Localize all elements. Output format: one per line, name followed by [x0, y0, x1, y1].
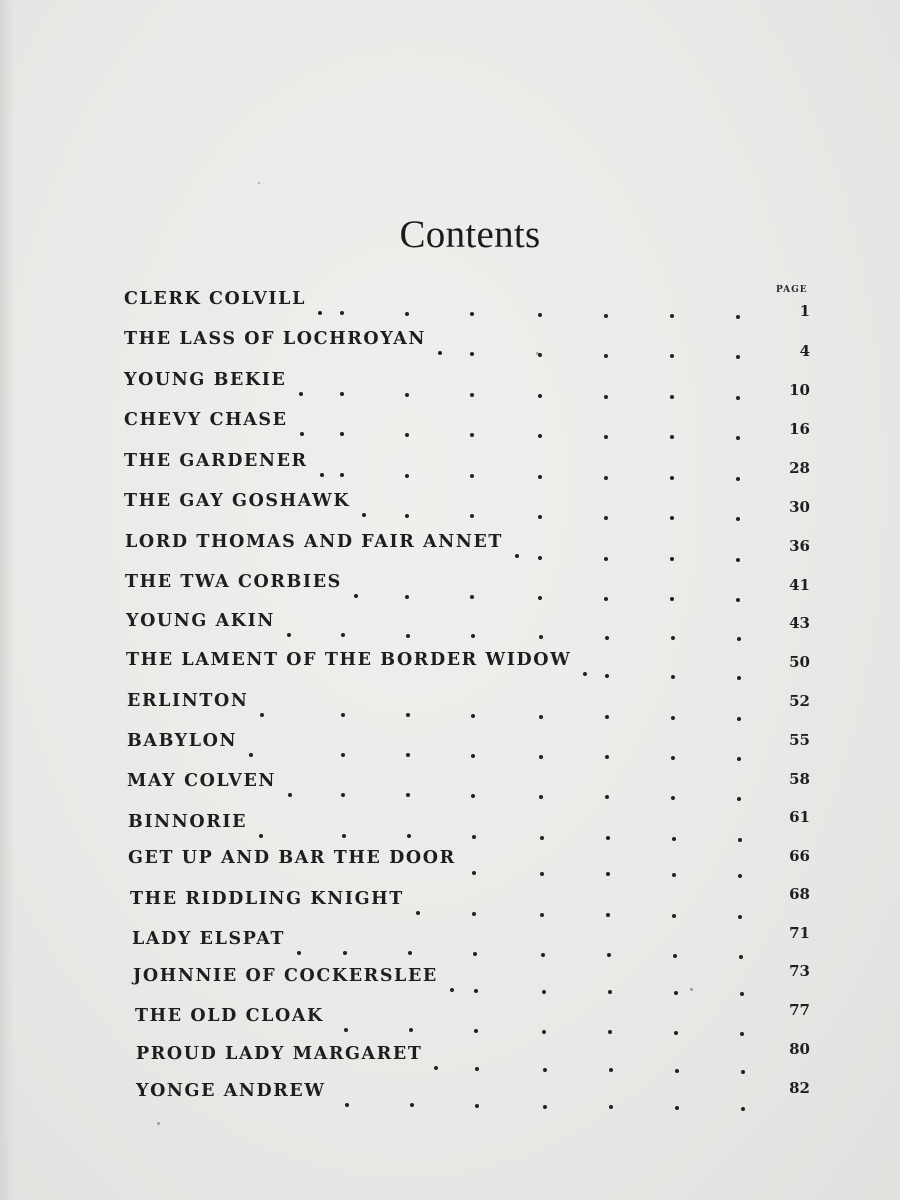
- leader-dot: [343, 951, 347, 955]
- contents-entry: [0, 410, 900, 440]
- contents-entry: [0, 611, 900, 641]
- leader-dot: [416, 911, 420, 915]
- leader-dot: [606, 836, 610, 840]
- paper-speck: [690, 988, 693, 991]
- entry-title: GET UP AND BAR THE DOOR: [128, 848, 456, 868]
- entry-title: MAY COLVEN: [127, 771, 276, 791]
- leader-dot: [450, 988, 454, 992]
- entry-page-number: 43: [789, 614, 810, 632]
- contents-entry: [0, 532, 900, 562]
- leader-dot: [405, 514, 409, 518]
- entry-title: THE LASS OF LOCHROYAN: [124, 329, 426, 349]
- leader-dot: [341, 633, 345, 637]
- entry-title: THE TWA CORBIES: [125, 572, 342, 592]
- leader-dot: [472, 871, 476, 875]
- leader-dot: [538, 313, 542, 317]
- leader-dot: [406, 753, 410, 757]
- leader-dot: [406, 713, 410, 717]
- leader-dot: [736, 558, 740, 562]
- entry-title: YONGE ANDREW: [136, 1081, 326, 1101]
- contents-entry: [0, 491, 900, 521]
- leader-dot: [738, 874, 742, 878]
- leader-dot: [539, 755, 543, 759]
- leader-dot: [738, 838, 742, 842]
- leader-dot: [538, 515, 542, 519]
- leader-dot: [362, 513, 366, 517]
- leader-dot: [471, 794, 475, 798]
- leader-dot: [736, 517, 740, 521]
- leader-dot: [473, 952, 477, 956]
- leader-dot: [605, 795, 609, 799]
- entry-page-number: 28: [789, 459, 810, 477]
- leader-dot: [736, 477, 740, 481]
- entry-page-number: 80: [789, 1040, 810, 1058]
- leader-dot: [604, 516, 608, 520]
- leader-dot: [606, 913, 610, 917]
- contents-entry: [0, 691, 900, 721]
- paper-speck: [258, 182, 260, 184]
- leader-dot: [539, 635, 543, 639]
- leader-dot: [434, 1066, 438, 1070]
- leader-dot: [670, 516, 674, 520]
- leader-dot: [345, 1103, 349, 1107]
- contents-entry: [0, 1001, 900, 1036]
- leader-dot: [405, 474, 409, 478]
- leader-dot: [540, 913, 544, 917]
- leader-dot: [736, 315, 740, 319]
- leader-dot: [671, 636, 675, 640]
- leader-dot: [300, 432, 304, 436]
- leader-dot: [470, 352, 474, 356]
- leader-dot: [737, 797, 741, 801]
- leader-dot: [540, 872, 544, 876]
- leader-dot: [671, 756, 675, 760]
- leader-dot: [736, 436, 740, 440]
- leader-dot: [543, 1068, 547, 1072]
- leader-dot: [605, 715, 609, 719]
- leader-dot: [470, 595, 474, 599]
- contents-entry: [0, 848, 900, 878]
- leader-dot: [405, 595, 409, 599]
- leader-dot: [605, 636, 609, 640]
- leader-dot: [609, 1105, 613, 1109]
- leader-dot: [736, 396, 740, 400]
- leader-dot: [297, 951, 301, 955]
- leader-dot: [539, 715, 543, 719]
- entry-page-number: 30: [789, 498, 810, 516]
- leader-dot: [737, 637, 741, 641]
- leader-dot: [260, 713, 264, 717]
- entry-title: THE GAY GOSHAWK: [124, 491, 351, 511]
- leader-dot: [474, 989, 478, 993]
- leader-dot: [605, 755, 609, 759]
- leader-dot: [672, 914, 676, 918]
- leader-dot: [471, 634, 475, 638]
- entry-title: BABYLON: [127, 731, 238, 751]
- contents-entry: [0, 885, 900, 919]
- entry-page-number: 73: [789, 962, 810, 980]
- leader-dot: [604, 476, 608, 480]
- entry-page-number: 41: [789, 576, 810, 594]
- leader-dot: [318, 311, 322, 315]
- leader-dot: [541, 953, 545, 957]
- leader-dot: [320, 473, 324, 477]
- leader-dot: [340, 392, 344, 396]
- leader-dot: [675, 1106, 679, 1110]
- entry-title: BINNORIE: [128, 812, 248, 832]
- leader-dot: [341, 753, 345, 757]
- contents-entry: [0, 771, 900, 801]
- leader-dot: [736, 598, 740, 602]
- leader-dot: [674, 991, 678, 995]
- entry-title: LORD THOMAS AND FAIR ANNET: [125, 532, 504, 552]
- paper-speck: [157, 1122, 160, 1125]
- leader-dot: [406, 634, 410, 638]
- leader-dot: [608, 1030, 612, 1034]
- leader-dot: [407, 834, 411, 838]
- entry-title: JOHNNIE OF COCKERSLEE: [133, 966, 438, 986]
- leader-dot: [344, 1028, 348, 1032]
- entry-title: THE OLD CLOAK: [135, 1006, 324, 1026]
- leader-dot: [470, 433, 474, 437]
- entry-title: THE LAMENT OF THE BORDER WIDOW: [126, 650, 572, 670]
- leader-dot: [340, 473, 344, 477]
- leader-dot: [470, 474, 474, 478]
- leader-dot: [672, 837, 676, 841]
- contents-entry: [0, 370, 900, 400]
- leader-dot: [672, 873, 676, 877]
- entry-title: CLERK COLVILL: [124, 289, 306, 309]
- leader-dot: [342, 834, 346, 838]
- leader-dot: [737, 717, 741, 721]
- leader-dot: [299, 392, 303, 396]
- leader-dot: [604, 395, 608, 399]
- leader-dot: [604, 557, 608, 561]
- entry-page-number: 1: [799, 302, 810, 320]
- entry-page-number: 66: [789, 847, 810, 865]
- contents-heading: Contents: [399, 213, 541, 256]
- entry-page-number: 71: [789, 924, 810, 942]
- leader-dot: [673, 954, 677, 958]
- leader-dot: [341, 713, 345, 717]
- leader-dot: [670, 435, 674, 439]
- leader-dot: [259, 834, 263, 838]
- leader-dot: [606, 872, 610, 876]
- entry-page-number: 52: [789, 692, 810, 710]
- leader-dot: [675, 1069, 679, 1073]
- leader-dot: [475, 1104, 479, 1108]
- entry-page-number: 68: [789, 885, 810, 903]
- leader-dot: [405, 433, 409, 437]
- leader-dot: [670, 597, 674, 601]
- leader-dot: [604, 435, 608, 439]
- entry-page-number: 58: [789, 770, 810, 788]
- contents-entry: [0, 808, 900, 842]
- leader-dot: [741, 1070, 745, 1074]
- entry-title: ERLINTON: [127, 691, 249, 711]
- leader-dot: [540, 836, 544, 840]
- leader-dot: [287, 633, 291, 637]
- leader-dot: [475, 1067, 479, 1071]
- leader-dot: [583, 672, 587, 676]
- leader-dot: [740, 992, 744, 996]
- entry-page-number: 10: [789, 381, 810, 399]
- entry-title: CHEVY CHASE: [124, 410, 288, 430]
- entry-page-number: 77: [789, 1001, 810, 1019]
- entry-title: PROUD LADY MARGARET: [136, 1044, 423, 1064]
- entry-page-number: 16: [789, 420, 810, 438]
- leader-dot: [674, 1031, 678, 1035]
- leader-dot: [288, 793, 292, 797]
- entry-title: YOUNG BEKIE: [124, 370, 287, 390]
- leader-dot: [739, 955, 743, 959]
- leader-dot: [472, 912, 476, 916]
- leader-dot: [354, 594, 358, 598]
- leader-dot: [740, 1032, 744, 1036]
- leader-dot: [670, 395, 674, 399]
- leader-dot: [737, 757, 741, 761]
- contents-entry: [0, 924, 900, 959]
- leader-dot: [471, 754, 475, 758]
- leader-dot: [538, 475, 542, 479]
- leader-dot: [410, 1103, 414, 1107]
- leader-dot: [472, 835, 476, 839]
- leader-dot: [405, 312, 409, 316]
- leader-dot: [605, 674, 609, 678]
- leader-dot: [670, 314, 674, 318]
- leader-dot: [470, 312, 474, 316]
- leader-dot: [515, 554, 519, 558]
- contents-entry: [0, 289, 900, 319]
- contents-entry: [0, 451, 900, 481]
- leader-dot: [543, 1105, 547, 1109]
- leader-dot: [671, 796, 675, 800]
- leader-dot: [738, 915, 742, 919]
- contents-entry: [0, 650, 900, 680]
- leader-dot: [608, 990, 612, 994]
- contents-entry: [0, 962, 900, 996]
- leader-dot: [604, 354, 608, 358]
- leader-dot: [609, 1068, 613, 1072]
- leader-dot: [341, 793, 345, 797]
- leader-dot: [670, 557, 674, 561]
- leader-dot: [406, 793, 410, 797]
- entry-title: THE GARDENER: [124, 451, 308, 471]
- leader-dot: [470, 393, 474, 397]
- leader-dot: [670, 354, 674, 358]
- leader-dot: [409, 1028, 413, 1032]
- contents-entry: [0, 1081, 900, 1111]
- leader-dot: [737, 676, 741, 680]
- leader-dot: [607, 953, 611, 957]
- leader-dot: [474, 1029, 478, 1033]
- leader-dot: [539, 795, 543, 799]
- entry-page-number: 36: [789, 537, 810, 555]
- leader-dot: [542, 1030, 546, 1034]
- entry-page-number: 82: [789, 1079, 810, 1097]
- leader-dot: [670, 476, 674, 480]
- leader-dot: [604, 597, 608, 601]
- leader-dot: [538, 394, 542, 398]
- leader-dot: [741, 1107, 745, 1111]
- leader-dot: [671, 675, 675, 679]
- entry-title: YOUNG AKIN: [126, 611, 276, 631]
- page-column-label: PAGE: [776, 285, 808, 295]
- leader-dot: [249, 753, 253, 757]
- entry-page-number: 50: [789, 653, 810, 671]
- contents-entry: [0, 572, 900, 602]
- entry-title: THE RIDDLING KNIGHT: [130, 889, 404, 909]
- leader-dot: [405, 393, 409, 397]
- contents-entry: [0, 329, 900, 359]
- contents-entry: [0, 1040, 900, 1074]
- leader-dot: [408, 951, 412, 955]
- leader-dot: [340, 311, 344, 315]
- leader-dot: [542, 990, 546, 994]
- contents-entry: [0, 731, 900, 761]
- entry-page-number: 55: [789, 731, 810, 749]
- leader-dot: [438, 351, 442, 355]
- entry-title: LADY ELSPAT: [132, 929, 286, 949]
- leader-dot: [471, 714, 475, 718]
- leader-dot: [340, 432, 344, 436]
- leader-dot: [538, 556, 542, 560]
- entry-page-number: 4: [799, 342, 810, 360]
- leader-dot: [736, 355, 740, 359]
- leader-dot: [671, 716, 675, 720]
- leader-dot: [604, 314, 608, 318]
- entry-page-number: 61: [789, 808, 810, 826]
- leader-dot: [538, 434, 542, 438]
- leader-dot: [538, 596, 542, 600]
- leader-dot: [470, 514, 474, 518]
- paper-speck: [536, 352, 539, 355]
